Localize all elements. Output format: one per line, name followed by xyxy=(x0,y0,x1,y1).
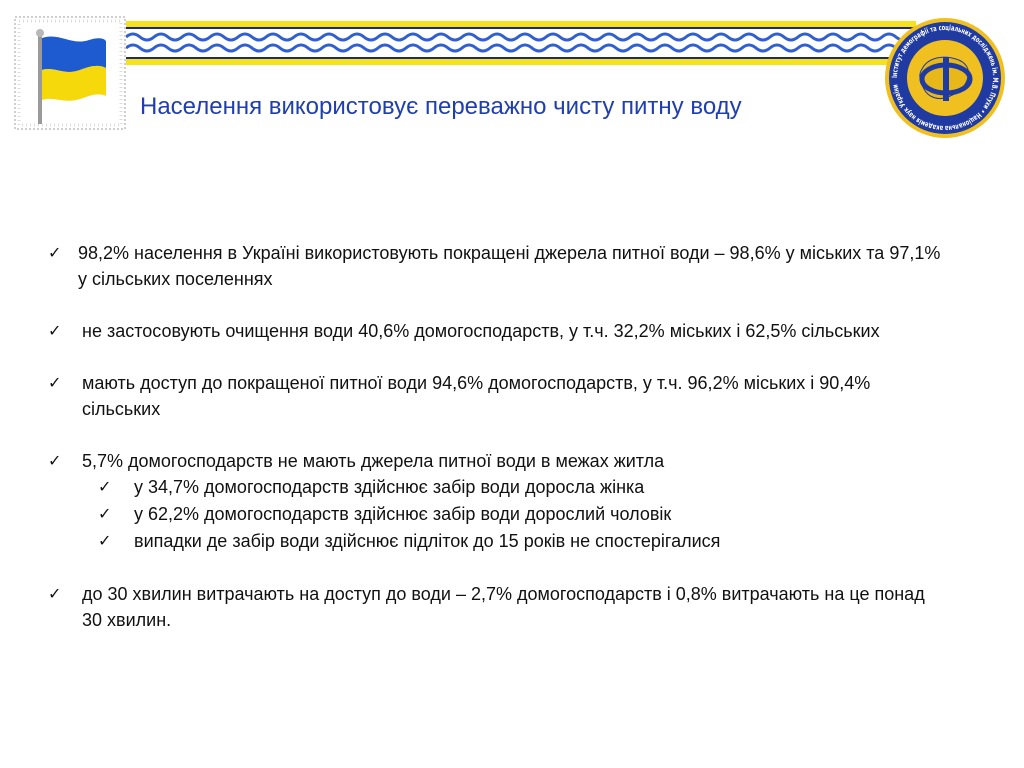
bullet-item xyxy=(48,370,948,422)
bullet-item xyxy=(48,448,948,474)
institute-emblem-icon xyxy=(884,17,1006,139)
wave-banner xyxy=(126,21,916,65)
bullet-item xyxy=(48,240,948,292)
sub-bullet-text: випадки де забір води здійснює підліток до 15 років не спостерігалися xyxy=(134,531,721,551)
logo-ring-text: Інститут демографії та соціальних досліджень ім. М.В. Птухи • Національна академія наук України xyxy=(889,22,1001,134)
bullet-text: 5,7% домогосподарств не мають джерела питної води в межах житла xyxy=(82,451,665,471)
bullet-text: не застосовують очищення води 40,6% домогосподарств, у т.ч. 32,2% міських і 62,5% сільських xyxy=(82,321,880,341)
checkmark-icon: ✓ xyxy=(98,477,112,496)
bullet-text: мають доступ до покращеної питної води 94,6% домогосподарств, у т.ч. 96,2% міських і 90,4% сільських xyxy=(82,373,871,419)
sub-bullet-text: у 34,7% домогосподарств здійснює забір води доросла жінка xyxy=(134,477,645,497)
checkmark-icon: ✓ xyxy=(98,531,112,550)
checkmark-icon: ✓ xyxy=(48,243,62,262)
ukraine-flag-icon xyxy=(14,16,126,130)
bullet-text: 98,2% населення в Україні використовують покращені джерела питної води – 98,6% у міських та 97,1% у сільських поселеннях xyxy=(78,243,941,289)
institute-logo xyxy=(884,17,1006,139)
sub-bullet-text: у 62,2% домогосподарств здійснює забір води дорослий чоловік xyxy=(134,504,672,524)
flag-image xyxy=(14,16,126,130)
sub-bullet-item xyxy=(48,528,948,555)
checkmark-icon: ✓ xyxy=(48,321,62,340)
checkmark-icon: ✓ xyxy=(48,451,62,470)
bullet-item xyxy=(48,581,948,633)
slide-title: Населення використовує переважно чисту питну воду xyxy=(140,93,742,120)
sub-bullet-list xyxy=(48,474,948,555)
bullet-text: до 30 хвилин витрачають на доступ до води – 2,7% домогосподарств і 0,8% витрачають на це понад 30 хвилин. xyxy=(82,584,925,630)
checkmark-icon: ✓ xyxy=(48,373,62,392)
sub-bullet-item xyxy=(48,474,948,501)
checkmark-icon: ✓ xyxy=(48,584,62,603)
bullet-list xyxy=(48,240,948,659)
sub-bullet-item xyxy=(48,501,948,528)
checkmark-icon: ✓ xyxy=(98,504,112,523)
bullet-item xyxy=(48,318,948,344)
